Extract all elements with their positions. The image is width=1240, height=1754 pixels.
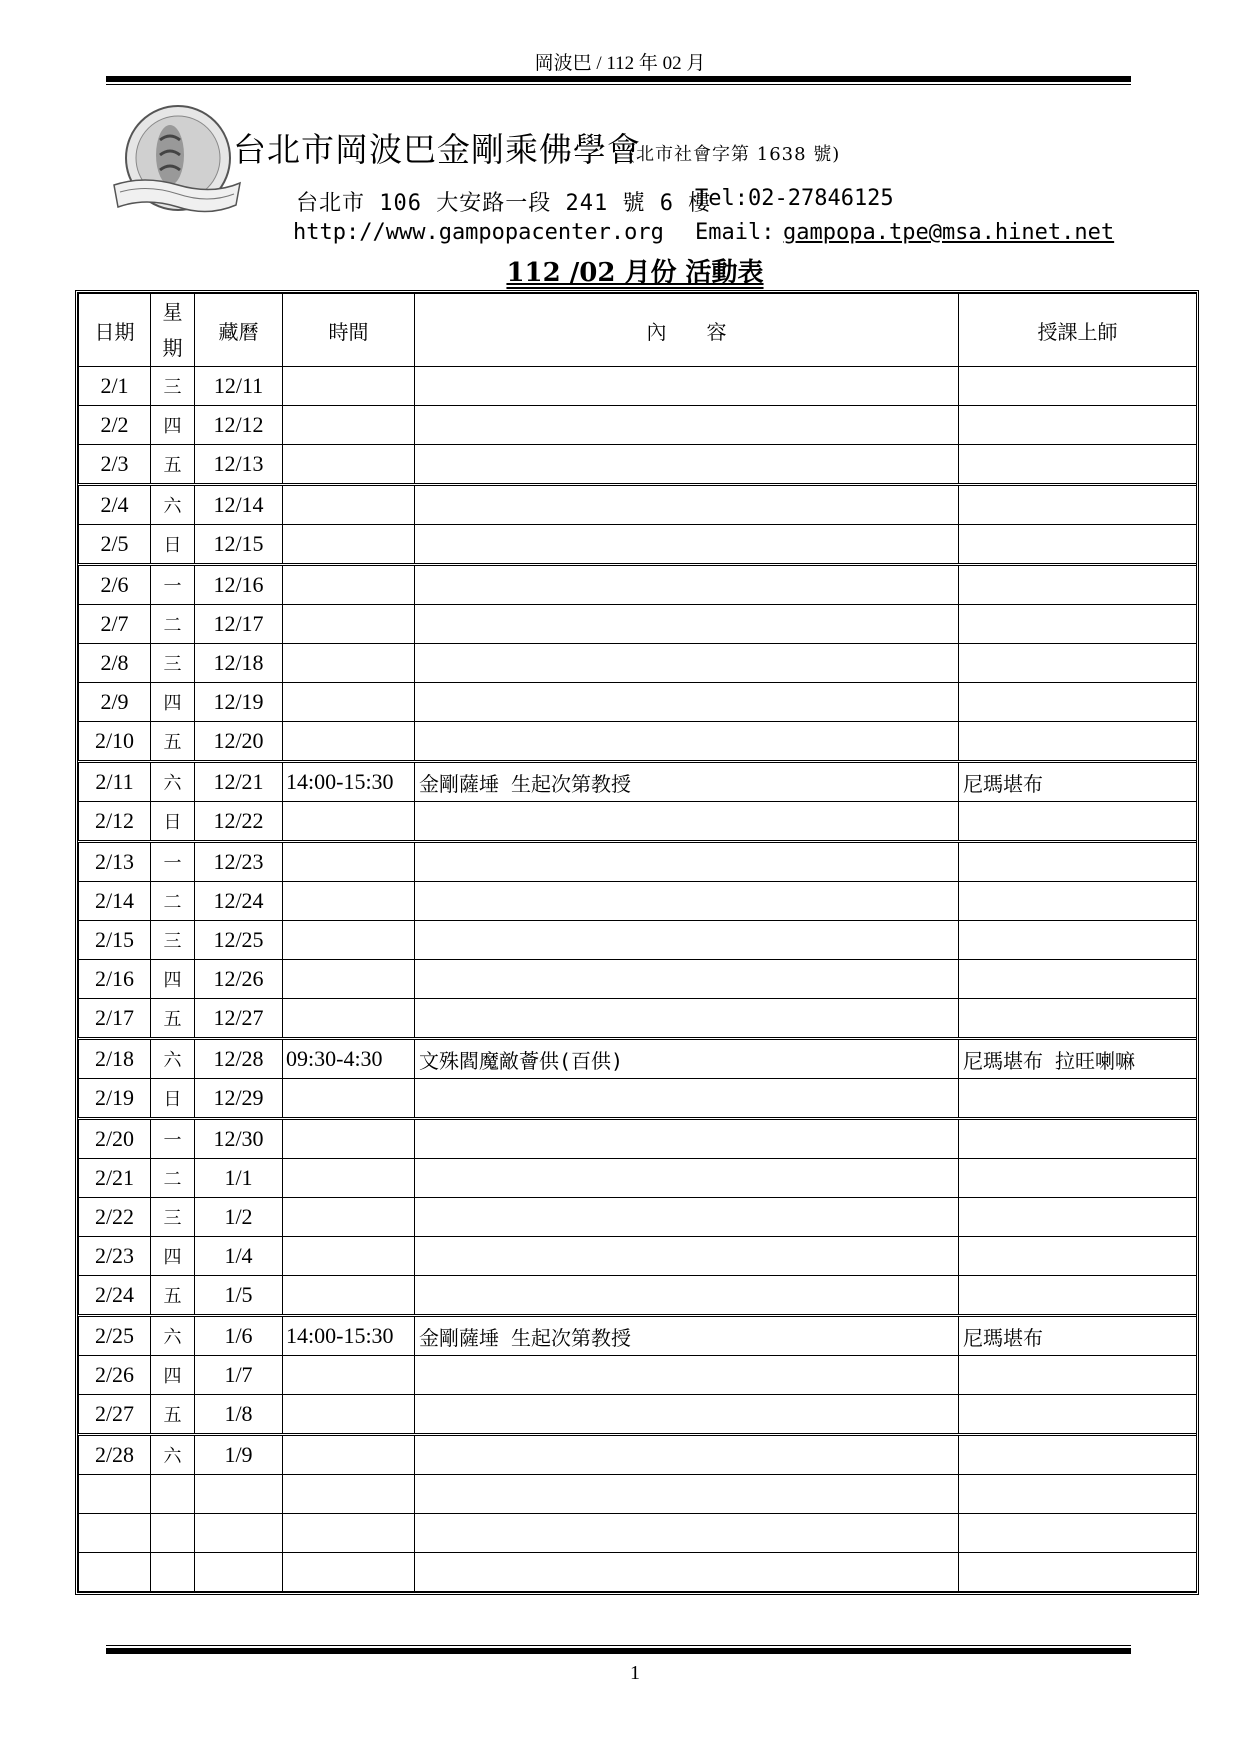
- cell-content: [415, 683, 959, 722]
- cell-lunar: 12/24: [195, 882, 283, 921]
- cell-teacher: [959, 525, 1197, 565]
- cell-teacher: [959, 960, 1197, 999]
- table-row: [79, 1514, 1197, 1553]
- cell-teacher: [959, 882, 1197, 921]
- cell-weekday: 六: [151, 762, 195, 802]
- cell-date: 2/9: [79, 683, 151, 722]
- cell-content: [415, 722, 959, 762]
- cell-time: [283, 367, 415, 406]
- table-row: [79, 367, 1197, 406]
- cell-time: [283, 882, 415, 921]
- header-lunar: 藏曆: [195, 294, 283, 367]
- cell-time: [283, 960, 415, 999]
- cell-weekday: 四: [151, 1356, 195, 1395]
- cell-teacher: [959, 1514, 1197, 1553]
- cell-lunar: 12/11: [195, 367, 283, 406]
- cell-time: [283, 1276, 415, 1316]
- cell-date: 2/10: [79, 722, 151, 762]
- table-row: [79, 1553, 1197, 1592]
- cell-date: 2/19: [79, 1079, 151, 1119]
- table-row: [79, 445, 1197, 485]
- cell-time: [283, 1237, 415, 1276]
- cell-time: [283, 999, 415, 1039]
- table-row: [79, 565, 1197, 605]
- cell-content: [415, 565, 959, 605]
- table-row: [79, 406, 1197, 445]
- cell-content: [415, 1159, 959, 1198]
- cell-content: [415, 1356, 959, 1395]
- cell-date: 2/8: [79, 644, 151, 683]
- cell-teacher: [959, 842, 1197, 882]
- header-teacher: 授課上師: [959, 294, 1197, 367]
- cell-time: [283, 842, 415, 882]
- cell-weekday: [151, 1553, 195, 1592]
- table-row: [79, 1395, 1197, 1435]
- cell-time: [283, 644, 415, 683]
- cell-weekday: 六: [151, 1435, 195, 1475]
- cell-date: 2/23: [79, 1237, 151, 1276]
- cell-content: [415, 882, 959, 921]
- cell-time: [283, 1475, 415, 1514]
- cell-content: [415, 1237, 959, 1276]
- cell-teacher: [959, 683, 1197, 722]
- cell-weekday: 一: [151, 1119, 195, 1159]
- cell-lunar: 1/6: [195, 1316, 283, 1356]
- cell-weekday: 三: [151, 367, 195, 406]
- cell-teacher: [959, 1237, 1197, 1276]
- cell-weekday: 三: [151, 1198, 195, 1237]
- cell-weekday: 五: [151, 445, 195, 485]
- cell-weekday: 四: [151, 1237, 195, 1276]
- table-row: [79, 1039, 1197, 1079]
- cell-teacher: [959, 999, 1197, 1039]
- cell-lunar: 1/4: [195, 1237, 283, 1276]
- cell-weekday: [151, 1514, 195, 1553]
- cell-weekday: 六: [151, 1316, 195, 1356]
- table-row: [79, 485, 1197, 525]
- cell-content: [415, 445, 959, 485]
- cell-date: 2/2: [79, 406, 151, 445]
- cell-date: [79, 1514, 151, 1553]
- cell-lunar: [195, 1475, 283, 1514]
- cell-date: [79, 1553, 151, 1592]
- cell-date: 2/17: [79, 999, 151, 1039]
- cell-lunar: 12/22: [195, 802, 283, 842]
- cell-time: [283, 1395, 415, 1435]
- cell-date: 2/11: [79, 762, 151, 802]
- header-date: 日期: [79, 294, 151, 367]
- cell-lunar: 1/9: [195, 1435, 283, 1475]
- cell-date: 2/13: [79, 842, 151, 882]
- cell-teacher: 尼瑪堪布: [959, 1316, 1197, 1356]
- header-content: 內 容: [415, 294, 959, 367]
- cell-content: 金剛薩埵 生起次第教授: [415, 762, 959, 802]
- cell-teacher: [959, 1356, 1197, 1395]
- cell-time: [283, 1553, 415, 1592]
- cell-date: 2/18: [79, 1039, 151, 1079]
- footer-rule: [106, 1648, 1131, 1654]
- cell-teacher: [959, 1395, 1197, 1435]
- cell-teacher: [959, 921, 1197, 960]
- cell-teacher: [959, 485, 1197, 525]
- cell-content: [415, 1198, 959, 1237]
- cell-content: [415, 1435, 959, 1475]
- cell-teacher: [959, 367, 1197, 406]
- table-row: [79, 1119, 1197, 1159]
- cell-lunar: 12/23: [195, 842, 283, 882]
- cell-teacher: [959, 1198, 1197, 1237]
- cell-weekday: 六: [151, 1039, 195, 1079]
- table-row: [79, 525, 1197, 565]
- cell-teacher: [959, 605, 1197, 644]
- cell-teacher: [959, 565, 1197, 605]
- cell-lunar: [195, 1514, 283, 1553]
- cell-content: [415, 1395, 959, 1435]
- table-row: [79, 842, 1197, 882]
- table-row: [79, 1316, 1197, 1356]
- cell-time: [283, 1356, 415, 1395]
- cell-time: [283, 605, 415, 644]
- cell-weekday: 二: [151, 1159, 195, 1198]
- cell-weekday: 一: [151, 565, 195, 605]
- table-row: [79, 921, 1197, 960]
- cell-weekday: 日: [151, 802, 195, 842]
- cell-teacher: [959, 644, 1197, 683]
- cell-date: 2/6: [79, 565, 151, 605]
- cell-time: [283, 1079, 415, 1119]
- cell-content: [415, 1553, 959, 1592]
- cell-teacher: 尼瑪堪布 拉旺喇嘛: [959, 1039, 1197, 1079]
- table-row: [79, 960, 1197, 999]
- cell-teacher: [959, 1553, 1197, 1592]
- table-row: [79, 802, 1197, 842]
- cell-weekday: 五: [151, 999, 195, 1039]
- table-row: [79, 999, 1197, 1039]
- cell-date: [79, 1475, 151, 1514]
- page-number: 1: [630, 1662, 640, 1684]
- cell-teacher: [959, 445, 1197, 485]
- cell-date: 2/21: [79, 1159, 151, 1198]
- cell-lunar: 12/27: [195, 999, 283, 1039]
- cell-lunar: 12/18: [195, 644, 283, 683]
- header-weekday-top: 星: [162, 300, 183, 324]
- cell-weekday: 一: [151, 842, 195, 882]
- cell-weekday: 日: [151, 525, 195, 565]
- cell-teacher: [959, 722, 1197, 762]
- cell-lunar: 12/30: [195, 1119, 283, 1159]
- table-row: [79, 1079, 1197, 1119]
- cell-time: [283, 802, 415, 842]
- cell-teacher: [959, 406, 1197, 445]
- cell-date: 2/4: [79, 485, 151, 525]
- cell-time: [283, 921, 415, 960]
- cell-time: [283, 683, 415, 722]
- table-row: [79, 1475, 1197, 1514]
- cell-date: 2/26: [79, 1356, 151, 1395]
- cell-lunar: 12/14: [195, 485, 283, 525]
- cell-time: [283, 1198, 415, 1237]
- cell-weekday: 二: [151, 605, 195, 644]
- table-row: [79, 683, 1197, 722]
- cell-weekday: 三: [151, 644, 195, 683]
- cell-weekday: 五: [151, 1276, 195, 1316]
- cell-lunar: 1/5: [195, 1276, 283, 1316]
- cell-time: [283, 406, 415, 445]
- cell-weekday: 二: [151, 882, 195, 921]
- table-row: [79, 644, 1197, 683]
- cell-time: 14:00-15:30: [283, 762, 415, 802]
- table-row: [79, 1237, 1197, 1276]
- cell-weekday: 四: [151, 683, 195, 722]
- cell-lunar: 12/26: [195, 960, 283, 999]
- org-name: 台北市岡波巴金剛乘佛學會: [233, 130, 641, 169]
- org-address: 台北市 106 大安路一段 241 號 6 樓: [296, 191, 712, 216]
- cell-content: [415, 1475, 959, 1514]
- running-header: 岡波巴 / 112 年 02 月: [534, 53, 706, 74]
- cell-content: 文殊閻魔敵薈供(百供): [415, 1039, 959, 1079]
- cell-content: [415, 406, 959, 445]
- cell-time: [283, 1119, 415, 1159]
- cell-lunar: 12/25: [195, 921, 283, 960]
- cell-time: [283, 1514, 415, 1553]
- cell-date: 2/25: [79, 1316, 151, 1356]
- page-title: 112 /02 月份 活動表: [506, 258, 764, 288]
- cell-weekday: [151, 1475, 195, 1514]
- table-row: [79, 882, 1197, 921]
- table-row: [79, 1276, 1197, 1316]
- cell-teacher: 尼瑪堪布: [959, 762, 1197, 802]
- table-row: [79, 762, 1197, 802]
- cell-content: [415, 367, 959, 406]
- cell-content: [415, 605, 959, 644]
- cell-lunar: 12/16: [195, 565, 283, 605]
- cell-weekday: 日: [151, 1079, 195, 1119]
- cell-lunar: 12/12: [195, 406, 283, 445]
- cell-date: 2/16: [79, 960, 151, 999]
- cell-teacher: [959, 1159, 1197, 1198]
- cell-lunar: 12/21: [195, 762, 283, 802]
- cell-content: [415, 1276, 959, 1316]
- cell-teacher: [959, 1435, 1197, 1475]
- cell-time: [283, 445, 415, 485]
- cell-content: [415, 999, 959, 1039]
- cell-content: [415, 921, 959, 960]
- cell-lunar: 12/15: [195, 525, 283, 565]
- cell-lunar: 12/28: [195, 1039, 283, 1079]
- cell-time: [283, 565, 415, 605]
- header-weekday-bottom: 期: [162, 336, 183, 360]
- cell-date: 2/14: [79, 882, 151, 921]
- cell-date: 2/24: [79, 1276, 151, 1316]
- cell-lunar: 12/13: [195, 445, 283, 485]
- org-registration: (北市社會字第 1638 號): [628, 144, 841, 165]
- cell-date: 2/15: [79, 921, 151, 960]
- cell-lunar: [195, 1553, 283, 1592]
- cell-weekday: 五: [151, 722, 195, 762]
- cell-date: 2/20: [79, 1119, 151, 1159]
- cell-lunar: 1/8: [195, 1395, 283, 1435]
- table-row: [79, 1356, 1197, 1395]
- email-link[interactable]: gampopa.tpe@msa.hinet.net: [783, 220, 1115, 245]
- header-rule-thin: [106, 84, 1131, 85]
- cell-content: [415, 802, 959, 842]
- header-rule: [106, 76, 1131, 82]
- table-row: [79, 1435, 1197, 1475]
- cell-date: 2/7: [79, 605, 151, 644]
- table-row: [79, 1159, 1197, 1198]
- table-header-row: [79, 294, 1197, 367]
- cell-time: [283, 1159, 415, 1198]
- cell-lunar: 1/7: [195, 1356, 283, 1395]
- cell-content: [415, 485, 959, 525]
- cell-date: 2/12: [79, 802, 151, 842]
- footer-rule-thin: [106, 1645, 1131, 1646]
- cell-time: 09:30-4:30: [283, 1039, 415, 1079]
- cell-teacher: [959, 802, 1197, 842]
- cell-content: [415, 1119, 959, 1159]
- cell-teacher: [959, 1276, 1197, 1316]
- cell-lunar: 12/19: [195, 683, 283, 722]
- cell-lunar: 1/2: [195, 1198, 283, 1237]
- cell-lunar: 12/17: [195, 605, 283, 644]
- cell-time: [283, 525, 415, 565]
- header-weekday: [151, 294, 195, 367]
- cell-teacher: [959, 1079, 1197, 1119]
- cell-date: 2/3: [79, 445, 151, 485]
- cell-content: 金剛薩埵 生起次第教授: [415, 1316, 959, 1356]
- cell-teacher: [959, 1475, 1197, 1514]
- cell-weekday: 四: [151, 406, 195, 445]
- cell-content: [415, 1514, 959, 1553]
- cell-weekday: 四: [151, 960, 195, 999]
- org-tel: Tel:02-27846125: [695, 186, 894, 211]
- dharma-wheel-seal-icon: [108, 100, 243, 225]
- email-label: Email:: [695, 220, 775, 245]
- cell-date: 2/5: [79, 525, 151, 565]
- cell-lunar: 12/29: [195, 1079, 283, 1119]
- cell-content: [415, 644, 959, 683]
- cell-date: 2/28: [79, 1435, 151, 1475]
- cell-content: [415, 842, 959, 882]
- cell-lunar: 12/20: [195, 722, 283, 762]
- cell-content: [415, 960, 959, 999]
- cell-time: [283, 485, 415, 525]
- cell-content: [415, 525, 959, 565]
- cell-content: [415, 1079, 959, 1119]
- cell-date: 2/22: [79, 1198, 151, 1237]
- activity-table: [75, 290, 1199, 1595]
- cell-weekday: 五: [151, 1395, 195, 1435]
- cell-date: 2/27: [79, 1395, 151, 1435]
- cell-time: [283, 1435, 415, 1475]
- header-time: 時間: [283, 294, 415, 367]
- table-row: [79, 1198, 1197, 1237]
- cell-time: 14:00-15:30: [283, 1316, 415, 1356]
- cell-weekday: 六: [151, 485, 195, 525]
- org-website[interactable]: http://www.gampopacenter.org: [293, 220, 664, 245]
- cell-weekday: 三: [151, 921, 195, 960]
- cell-lunar: 1/1: [195, 1159, 283, 1198]
- cell-time: [283, 722, 415, 762]
- table-row: [79, 722, 1197, 762]
- table-row: [79, 605, 1197, 644]
- cell-teacher: [959, 1119, 1197, 1159]
- cell-date: 2/1: [79, 367, 151, 406]
